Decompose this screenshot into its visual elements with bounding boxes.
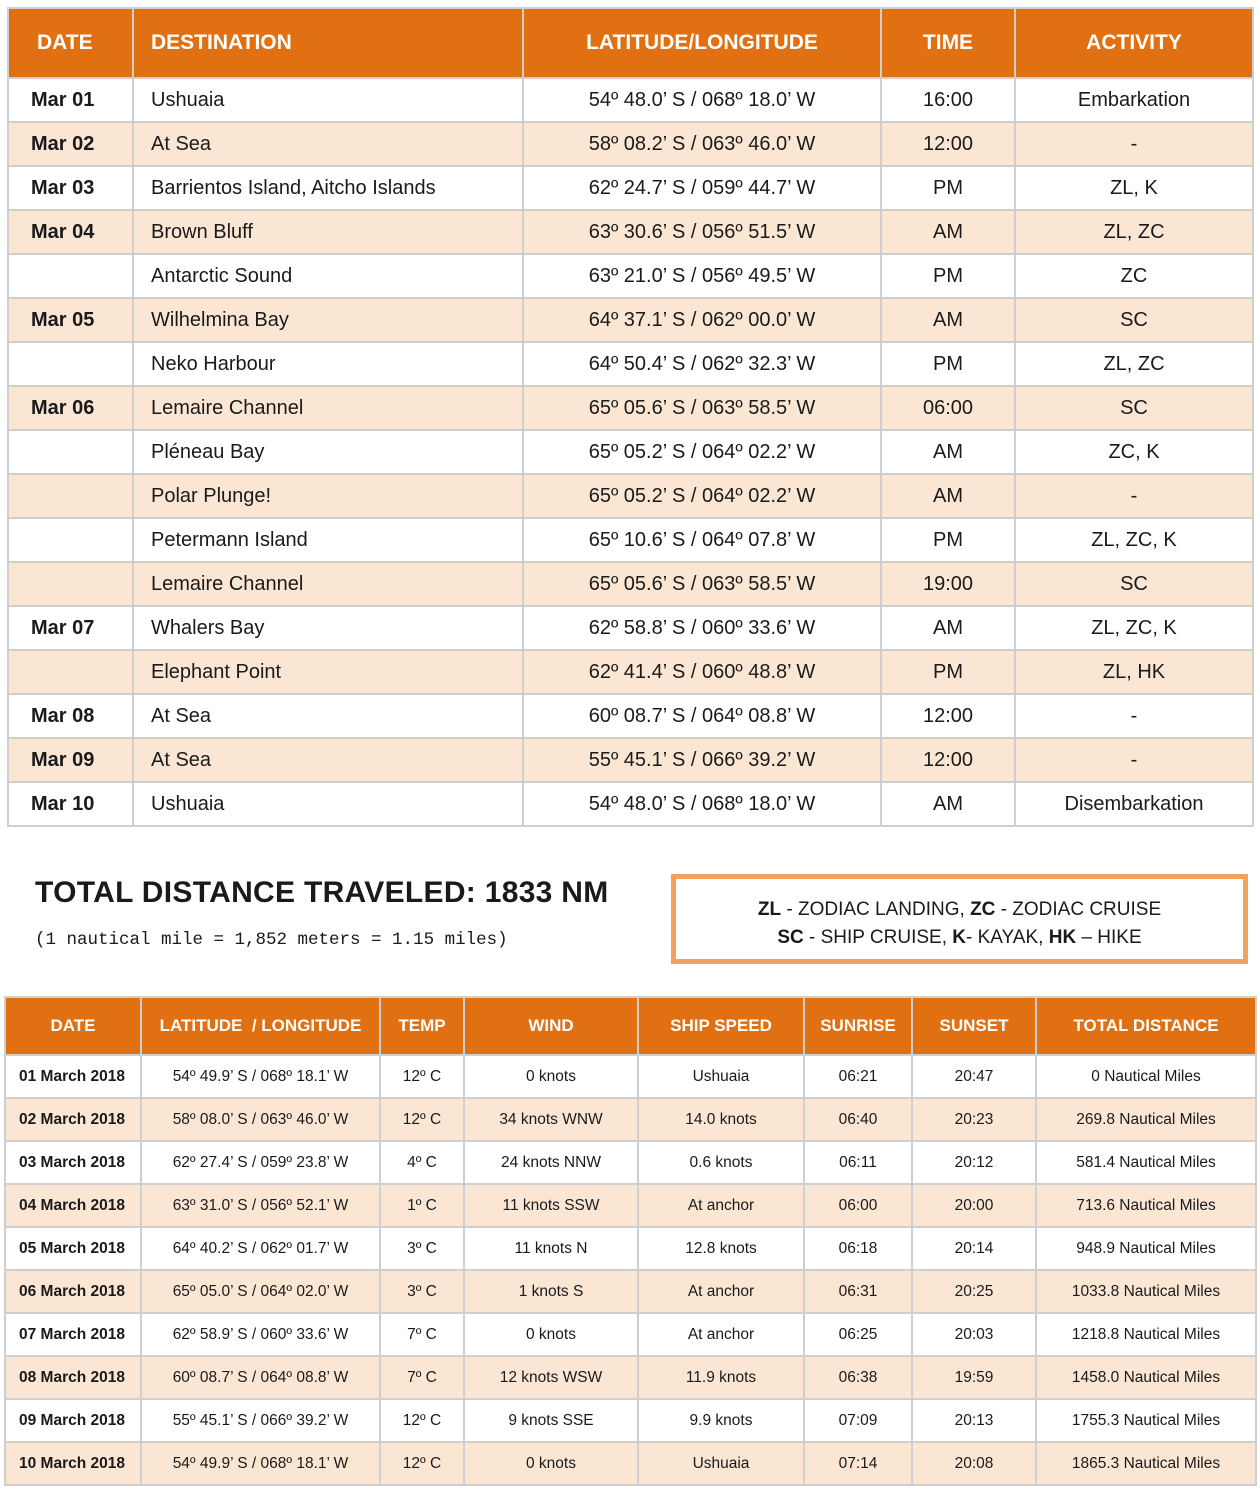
daily-row — [5, 1399, 1256, 1442]
itinerary-cell-activity: Embarkation — [1015, 78, 1253, 122]
daily-cell-temp: 3º C — [380, 1227, 464, 1270]
itinerary-cell-activity: ZL, ZC — [1015, 342, 1253, 386]
daily-cell-sunset: 20:23 — [912, 1098, 1036, 1141]
daily-cell-date: 01 March 2018 — [5, 1055, 141, 1098]
daily-cell-date: 07 March 2018 — [5, 1313, 141, 1356]
itinerary-cell-coords: 65º 05.6’ S / 063º 58.5’ W — [523, 386, 881, 430]
itinerary-cell-time: AM — [881, 782, 1015, 826]
daily-cell-sunrise: 06:00 — [804, 1184, 912, 1227]
itinerary-row — [8, 298, 1253, 342]
itinerary-row — [8, 166, 1253, 210]
daily-cell-date: 06 March 2018 — [5, 1270, 141, 1313]
itinerary-row — [8, 342, 1253, 386]
daily-cell-speed: 9.9 knots — [638, 1399, 804, 1442]
daily-cell-coords: 63º 31.0’ S / 056º 52.1’ W — [141, 1184, 380, 1227]
legend-code-sc: SC — [777, 927, 804, 948]
daily-cell-distance: 1458.0 Nautical Miles — [1036, 1356, 1256, 1399]
daily-cell-wind: 0 knots — [464, 1055, 638, 1098]
daily-cell-speed: 12.8 knots — [638, 1227, 804, 1270]
legend-line-2 — [676, 924, 1243, 952]
daily-cell-date: 02 March 2018 — [5, 1098, 141, 1141]
itinerary-cell-activity: ZL, ZC — [1015, 210, 1253, 254]
daily-row — [5, 1270, 1256, 1313]
daily-cell-temp: 12º C — [380, 1055, 464, 1098]
itinerary-cell-time: 06:00 — [881, 386, 1015, 430]
itinerary-cell-coords: 62º 58.8’ S / 060º 33.6’ W — [523, 606, 881, 650]
itinerary-row — [8, 474, 1253, 518]
itinerary-cell-date — [8, 430, 133, 474]
daily-cell-sunrise: 06:38 — [804, 1356, 912, 1399]
daily-cell-temp: 12º C — [380, 1442, 464, 1485]
daily-cell-sunset: 20:47 — [912, 1055, 1036, 1098]
daily-cell-coords: 62º 58.9’ S / 060º 33.6’ W — [141, 1313, 380, 1356]
daily-cell-coords: 60º 08.7’ S / 064º 08.8’ W — [141, 1356, 380, 1399]
itinerary-cell-coords: 65º 10.6’ S / 064º 07.8’ W — [523, 518, 881, 562]
itinerary-cell-time: 12:00 — [881, 738, 1015, 782]
itinerary-cell-destination: Brown Bluff — [133, 210, 523, 254]
itinerary-cell-time: AM — [881, 298, 1015, 342]
daily-header-sunset: SUNSET — [912, 997, 1036, 1055]
daily-cell-wind: 34 knots WNW — [464, 1098, 638, 1141]
daily-cell-wind: 0 knots — [464, 1442, 638, 1485]
itinerary-row — [8, 518, 1253, 562]
daily-cell-coords: 65º 05.0’ S / 064º 02.0’ W — [141, 1270, 380, 1313]
daily-cell-temp: 4º C — [380, 1141, 464, 1184]
legend-text-k: - KAYAK, — [966, 927, 1049, 948]
itinerary-row — [8, 122, 1253, 166]
itinerary-cell-time: PM — [881, 342, 1015, 386]
itinerary-header-row — [8, 8, 1253, 78]
itinerary-cell-coords: 55º 45.1’ S / 066º 39.2’ W — [523, 738, 881, 782]
daily-cell-speed: Ushuaia — [638, 1442, 804, 1485]
itinerary-cell-date: Mar 07 — [8, 606, 133, 650]
itinerary-cell-date: Mar 02 — [8, 122, 133, 166]
itinerary-cell-date: Mar 01 — [8, 78, 133, 122]
itinerary-cell-destination: Elephant Point — [133, 650, 523, 694]
daily-cell-speed: 14.0 knots — [638, 1098, 804, 1141]
itinerary-cell-coords: 65º 05.2’ S / 064º 02.2’ W — [523, 430, 881, 474]
itinerary-cell-coords: 54º 48.0’ S / 068º 18.0’ W — [523, 782, 881, 826]
daily-cell-wind: 11 knots SSW — [464, 1184, 638, 1227]
daily-cell-wind: 12 knots WSW — [464, 1356, 638, 1399]
daily-cell-date: 03 March 2018 — [5, 1141, 141, 1184]
legend-code-zl: ZL — [757, 899, 782, 920]
itinerary-cell-activity: ZC, K — [1015, 430, 1253, 474]
daily-cell-distance: 713.6 Nautical Miles — [1036, 1184, 1256, 1227]
daily-row — [5, 1184, 1256, 1227]
itinerary-cell-date — [8, 342, 133, 386]
itinerary-cell-time: PM — [881, 650, 1015, 694]
itinerary-cell-time: 16:00 — [881, 78, 1015, 122]
daily-cell-speed: 11.9 knots — [638, 1356, 804, 1399]
daily-row — [5, 1227, 1256, 1270]
daily-cell-temp: 3º C — [380, 1270, 464, 1313]
itinerary-cell-destination: Lemaire Channel — [133, 386, 523, 430]
daily-cell-sunrise: 06:31 — [804, 1270, 912, 1313]
itinerary-cell-activity: ZL, ZC, K — [1015, 606, 1253, 650]
daily-header-row — [5, 997, 1256, 1055]
itinerary-row — [8, 386, 1253, 430]
daily-cell-wind: 24 knots NNW — [464, 1141, 638, 1184]
itinerary-row — [8, 738, 1253, 782]
itinerary-cell-destination: At Sea — [133, 694, 523, 738]
itinerary-header-date: DATE — [8, 8, 133, 78]
daily-cell-sunrise: 06:21 — [804, 1055, 912, 1098]
legend-text-sc: - SHIP CRUISE, — [803, 927, 953, 948]
itinerary-cell-coords: 58º 08.2’ S / 063º 46.0’ W — [523, 122, 881, 166]
itinerary-header-activity: ACTIVITY — [1015, 8, 1253, 78]
total-distance-title: TOTAL DISTANCE TRAVELED: 1833 NM — [35, 876, 609, 909]
daily-cell-temp: 12º C — [380, 1098, 464, 1141]
itinerary-cell-time: 19:00 — [881, 562, 1015, 606]
itinerary-cell-coords: 65º 05.6’ S / 063º 58.5’ W — [523, 562, 881, 606]
daily-cell-date: 04 March 2018 — [5, 1184, 141, 1227]
itinerary-cell-date: Mar 03 — [8, 166, 133, 210]
daily-cell-date: 08 March 2018 — [5, 1356, 141, 1399]
itinerary-cell-activity: SC — [1015, 386, 1253, 430]
daily-cell-sunset: 20:25 — [912, 1270, 1036, 1313]
daily-cell-coords: 64º 40.2’ S / 062º 01.7’ W — [141, 1227, 380, 1270]
itinerary-cell-destination: Polar Plunge! — [133, 474, 523, 518]
daily-header-sunrise: SUNRISE — [804, 997, 912, 1055]
daily-row — [5, 1442, 1256, 1485]
itinerary-cell-coords: 62º 41.4’ S / 060º 48.8’ W — [523, 650, 881, 694]
daily-cell-distance: 1033.8 Nautical Miles — [1036, 1270, 1256, 1313]
daily-cell-distance: 948.9 Nautical Miles — [1036, 1227, 1256, 1270]
itinerary-cell-date — [8, 650, 133, 694]
daily-row — [5, 1141, 1256, 1184]
itinerary-cell-destination: Antarctic Sound — [133, 254, 523, 298]
itinerary-cell-time: 12:00 — [881, 694, 1015, 738]
itinerary-cell-activity: SC — [1015, 298, 1253, 342]
itinerary-cell-destination: Neko Harbour — [133, 342, 523, 386]
legend-text-zl: - ZODIAC LANDING, — [781, 899, 971, 920]
itinerary-cell-destination: Pléneau Bay — [133, 430, 523, 474]
itinerary-row — [8, 562, 1253, 606]
daily-cell-distance: 1755.3 Nautical Miles — [1036, 1399, 1256, 1442]
legend-code-zc: ZC — [970, 899, 996, 920]
itinerary-row — [8, 650, 1253, 694]
daily-cell-distance: 1865.3 Nautical Miles — [1036, 1442, 1256, 1485]
daily-cell-sunset: 20:12 — [912, 1141, 1036, 1184]
activity-legend — [671, 874, 1248, 964]
legend-code-k: K — [952, 927, 966, 948]
daily-cell-sunrise: 06:11 — [804, 1141, 912, 1184]
itinerary-row — [8, 694, 1253, 738]
itinerary-cell-time: PM — [881, 518, 1015, 562]
itinerary-cell-date: Mar 06 — [8, 386, 133, 430]
daily-cell-distance: 269.8 Nautical Miles — [1036, 1098, 1256, 1141]
daily-row — [5, 1098, 1256, 1141]
itinerary-cell-date: Mar 05 — [8, 298, 133, 342]
itinerary-cell-destination: Lemaire Channel — [133, 562, 523, 606]
itinerary-cell-coords: 63º 21.0’ S / 056º 49.5’ W — [523, 254, 881, 298]
itinerary-row — [8, 782, 1253, 826]
daily-cell-sunrise: 07:09 — [804, 1399, 912, 1442]
itinerary-cell-coords: 64º 37.1’ S / 062º 00.0’ W — [523, 298, 881, 342]
itinerary-cell-activity: ZL, K — [1015, 166, 1253, 210]
itinerary-cell-date: Mar 04 — [8, 210, 133, 254]
daily-row — [5, 1356, 1256, 1399]
daily-cell-date: 09 March 2018 — [5, 1399, 141, 1442]
daily-cell-wind: 9 knots SSE — [464, 1399, 638, 1442]
daily-cell-sunset: 20:14 — [912, 1227, 1036, 1270]
conversion-note: (1 nautical mile = 1,852 meters = 1.15 miles) — [35, 930, 508, 950]
itinerary-cell-activity: SC — [1015, 562, 1253, 606]
daily-cell-temp: 12º C — [380, 1399, 464, 1442]
itinerary-cell-date — [8, 254, 133, 298]
daily-cell-wind: 11 knots N — [464, 1227, 638, 1270]
itinerary-cell-time: PM — [881, 166, 1015, 210]
daily-header-coords: LATITUDE / LONGITUDE — [141, 997, 380, 1055]
daily-cell-sunrise: 06:18 — [804, 1227, 912, 1270]
daily-cell-temp: 7º C — [380, 1313, 464, 1356]
itinerary-cell-destination: Barrientos Island, Aitcho Islands — [133, 166, 523, 210]
daily-header-wind: WIND — [464, 997, 638, 1055]
legend-code-hk: HK — [1048, 927, 1077, 948]
itinerary-header-destination: DESTINATION — [133, 8, 523, 78]
itinerary-cell-destination: At Sea — [133, 122, 523, 166]
daily-cell-sunrise: 06:25 — [804, 1313, 912, 1356]
daily-cell-sunrise: 07:14 — [804, 1442, 912, 1485]
daily-log-table — [4, 996, 1257, 1486]
daily-cell-speed: 0.6 knots — [638, 1141, 804, 1184]
daily-cell-speed: At anchor — [638, 1184, 804, 1227]
itinerary-cell-date: Mar 10 — [8, 782, 133, 826]
itinerary-cell-date — [8, 474, 133, 518]
itinerary-cell-coords: 64º 50.4’ S / 062º 32.3’ W — [523, 342, 881, 386]
daily-row — [5, 1055, 1256, 1098]
itinerary-row — [8, 606, 1253, 650]
itinerary-cell-date: Mar 09 — [8, 738, 133, 782]
itinerary-cell-time: 12:00 — [881, 122, 1015, 166]
legend-line-1 — [676, 896, 1243, 924]
daily-cell-coords: 58º 08.0’ S / 063º 46.0’ W — [141, 1098, 380, 1141]
itinerary-cell-time: AM — [881, 606, 1015, 650]
itinerary-row — [8, 430, 1253, 474]
daily-cell-speed: Ushuaia — [638, 1055, 804, 1098]
daily-cell-distance: 0 Nautical Miles — [1036, 1055, 1256, 1098]
daily-header-date: DATE — [5, 997, 141, 1055]
legend-text-zc: - ZODIAC CRUISE — [995, 899, 1162, 920]
daily-cell-coords: 62º 27.4’ S / 059º 23.8’ W — [141, 1141, 380, 1184]
daily-cell-coords: 54º 49.9’ S / 068º 18.1’ W — [141, 1055, 380, 1098]
itinerary-cell-destination: Wilhelmina Bay — [133, 298, 523, 342]
itinerary-cell-coords: 62º 24.7’ S / 059º 44.7’ W — [523, 166, 881, 210]
itinerary-cell-destination: Whalers Bay — [133, 606, 523, 650]
daily-cell-sunset: 19:59 — [912, 1356, 1036, 1399]
itinerary-cell-activity: ZL, ZC, K — [1015, 518, 1253, 562]
daily-cell-coords: 54º 49.9’ S / 068º 18.1’ W — [141, 1442, 380, 1485]
daily-header-distance: TOTAL DISTANCE — [1036, 997, 1256, 1055]
itinerary-cell-destination: Petermann Island — [133, 518, 523, 562]
itinerary-cell-coords: 54º 48.0’ S / 068º 18.0’ W — [523, 78, 881, 122]
itinerary-cell-time: AM — [881, 210, 1015, 254]
itinerary-cell-time: PM — [881, 254, 1015, 298]
daily-cell-temp: 1º C — [380, 1184, 464, 1227]
daily-cell-wind: 1 knots S — [464, 1270, 638, 1313]
itinerary-cell-destination: Ushuaia — [133, 782, 523, 826]
daily-cell-sunrise: 06:40 — [804, 1098, 912, 1141]
itinerary-cell-time: AM — [881, 474, 1015, 518]
itinerary-cell-date: Mar 08 — [8, 694, 133, 738]
daily-header-speed: SHIP SPEED — [638, 997, 804, 1055]
daily-cell-speed: At anchor — [638, 1313, 804, 1356]
itinerary-row — [8, 210, 1253, 254]
itinerary-cell-destination: Ushuaia — [133, 78, 523, 122]
daily-cell-coords: 55º 45.1’ S / 066º 39.2’ W — [141, 1399, 380, 1442]
daily-cell-date: 05 March 2018 — [5, 1227, 141, 1270]
itinerary-header-coords: LATITUDE/LONGITUDE — [523, 8, 881, 78]
daily-header-temp: TEMP — [380, 997, 464, 1055]
itinerary-cell-activity: - — [1015, 474, 1253, 518]
itinerary-cell-date — [8, 562, 133, 606]
daily-cell-distance: 1218.8 Nautical Miles — [1036, 1313, 1256, 1356]
itinerary-cell-activity: - — [1015, 122, 1253, 166]
daily-cell-sunset: 20:08 — [912, 1442, 1036, 1485]
itinerary-cell-activity: ZC — [1015, 254, 1253, 298]
daily-cell-sunset: 20:00 — [912, 1184, 1036, 1227]
daily-cell-distance: 581.4 Nautical Miles — [1036, 1141, 1256, 1184]
itinerary-cell-activity: ZL, HK — [1015, 650, 1253, 694]
daily-cell-sunset: 20:03 — [912, 1313, 1036, 1356]
itinerary-cell-activity: - — [1015, 738, 1253, 782]
daily-cell-speed: At anchor — [638, 1270, 804, 1313]
daily-cell-sunset: 20:13 — [912, 1399, 1036, 1442]
itinerary-header-time: TIME — [881, 8, 1015, 78]
itinerary-cell-coords: 63º 30.6’ S / 056º 51.5’ W — [523, 210, 881, 254]
itinerary-cell-date — [8, 518, 133, 562]
itinerary-row — [8, 254, 1253, 298]
itinerary-cell-destination: At Sea — [133, 738, 523, 782]
itinerary-cell-activity: - — [1015, 694, 1253, 738]
itinerary-cell-activity: Disembarkation — [1015, 782, 1253, 826]
daily-cell-temp: 7º C — [380, 1356, 464, 1399]
daily-cell-wind: 0 knots — [464, 1313, 638, 1356]
daily-cell-date: 10 March 2018 — [5, 1442, 141, 1485]
itinerary-cell-time: AM — [881, 430, 1015, 474]
itinerary-row — [8, 78, 1253, 122]
daily-row — [5, 1313, 1256, 1356]
itinerary-cell-coords: 60º 08.7’ S / 064º 08.8’ W — [523, 694, 881, 738]
itinerary-table — [7, 7, 1254, 827]
itinerary-cell-coords: 65º 05.2’ S / 064º 02.2’ W — [523, 474, 881, 518]
legend-text-hk: – HIKE — [1076, 927, 1142, 948]
